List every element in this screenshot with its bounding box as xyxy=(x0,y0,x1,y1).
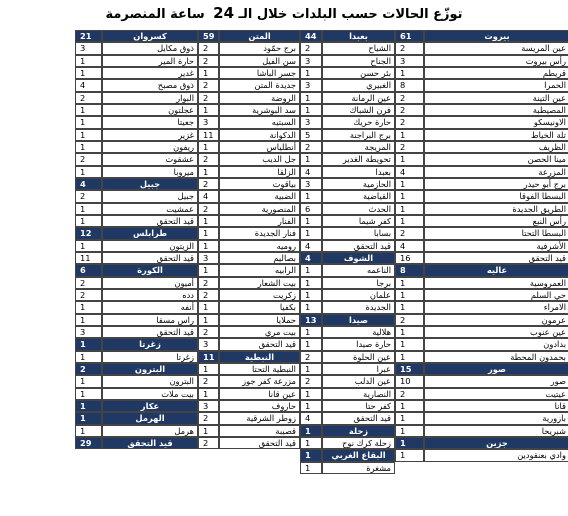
case-count: 1 xyxy=(75,375,102,387)
district-total: 59 xyxy=(198,30,219,42)
town-name: كفر شيما xyxy=(322,215,395,227)
case-count: 1 xyxy=(395,277,424,289)
case-count: 2 xyxy=(198,289,219,301)
case-count: 2 xyxy=(395,116,424,128)
town-name: قيد التحقق xyxy=(102,215,198,227)
district-total: 21 xyxy=(75,30,102,42)
town-name: الشياح xyxy=(322,42,395,54)
district-name: صيدا xyxy=(322,314,395,326)
district-total: 11 xyxy=(198,351,219,363)
case-count: 3 xyxy=(300,116,322,128)
town-name: عشقوت xyxy=(102,153,198,165)
case-count: 11 xyxy=(198,129,219,141)
case-count: 1 xyxy=(75,425,102,437)
town-name: الظريف xyxy=(424,141,568,153)
town-name: قيد التحقق xyxy=(219,338,300,350)
case-count: 1 xyxy=(300,190,322,202)
town-name: البسطا التحتا xyxy=(424,227,568,239)
case-count: 1 xyxy=(75,116,102,128)
case-count: 1 xyxy=(75,240,102,252)
town-name: بياقوت xyxy=(219,178,300,190)
town-name: الطريق الجديدة xyxy=(424,203,568,215)
town-name: مزرعة كفر جوز xyxy=(219,375,300,387)
case-count: 1 xyxy=(300,326,322,338)
case-count: 1 xyxy=(198,425,219,437)
town-name: مشغرة xyxy=(322,462,395,474)
town-name: عبرا xyxy=(322,363,395,375)
case-count: 1 xyxy=(300,437,322,449)
town-name: الزيتون xyxy=(102,240,198,252)
town-name: عرمون xyxy=(424,314,568,326)
town-name: راس مسقا xyxy=(102,314,198,326)
town-name: بئر حسن xyxy=(322,67,395,79)
title-number: 24 xyxy=(213,4,235,22)
case-count: 4 xyxy=(300,166,322,178)
town-name: حاروف xyxy=(219,400,300,412)
case-count: 2 xyxy=(198,42,219,54)
case-count: 1 xyxy=(395,301,424,313)
case-count: 1 xyxy=(395,129,424,141)
town-name: عين عنوب xyxy=(424,326,568,338)
town-name: جعيتا xyxy=(102,116,198,128)
case-count: 3 xyxy=(300,79,322,91)
case-count: 1 xyxy=(75,129,102,141)
town-name: سد البوشرية xyxy=(219,104,300,116)
town-name: المنصورية xyxy=(219,203,300,215)
case-count: 1 xyxy=(300,92,322,104)
town-name: ذوق مكايل xyxy=(102,42,198,54)
town-name: الجديدة xyxy=(322,301,395,313)
case-count: 1 xyxy=(75,166,102,178)
case-count: 3 xyxy=(75,42,102,54)
district-total: 13 xyxy=(300,314,322,326)
case-count: 5 xyxy=(300,129,322,141)
district-name: البقاع الغربي xyxy=(322,449,395,461)
district-total: 4 xyxy=(300,252,322,264)
case-count: 1 xyxy=(395,338,424,350)
case-count: 2 xyxy=(198,153,219,165)
town-name: بعبدا xyxy=(322,166,395,178)
district-total: 6 xyxy=(75,264,102,276)
district-name: البترون xyxy=(102,363,198,375)
town-name: وادي بعنقودين xyxy=(424,449,568,461)
case-count: 11 xyxy=(75,252,102,264)
town-name: بصاليم xyxy=(219,252,300,264)
town-name: روميه xyxy=(219,240,300,252)
case-count: 1 xyxy=(198,215,219,227)
town-name: بيت ملات xyxy=(102,388,198,400)
town-name: بيت مري xyxy=(219,326,300,338)
town-name: مينا الحصن xyxy=(424,153,568,165)
page-title xyxy=(0,3,568,23)
district-name: صور xyxy=(424,363,568,375)
district-name: كسروان xyxy=(102,30,198,42)
case-count: 1 xyxy=(395,203,424,215)
town-name: الجناح xyxy=(322,55,395,67)
case-count: 1 xyxy=(300,153,322,165)
town-name: زكريت xyxy=(219,289,300,301)
town-name: النصارية xyxy=(322,388,395,400)
case-count: 2 xyxy=(300,375,322,387)
district-total: 1 xyxy=(75,412,102,424)
case-count: 1 xyxy=(395,190,424,202)
case-count: 1 xyxy=(300,227,322,239)
case-count: 1 xyxy=(75,203,102,215)
town-name: بازورية xyxy=(424,412,568,424)
district-total: 4 xyxy=(75,178,102,190)
case-count: 1 xyxy=(395,215,424,227)
case-count: 1 xyxy=(300,400,322,412)
town-name: حملايا xyxy=(219,314,300,326)
town-name: جبيل xyxy=(102,190,198,202)
district-name: النبطية xyxy=(219,351,300,363)
town-name: الناعمه xyxy=(322,264,395,276)
case-count: 1 xyxy=(300,338,322,350)
town-name: أنطلياس xyxy=(219,141,300,153)
case-count: 2 xyxy=(198,178,219,190)
town-name: عين التينة xyxy=(424,92,568,104)
district-name: جبيل xyxy=(102,178,198,190)
case-count: 2 xyxy=(395,227,424,239)
town-name: الامراء xyxy=(424,301,568,313)
district-total: 61 xyxy=(395,30,424,42)
town-name: تلة الخياط xyxy=(424,129,568,141)
case-count: 4 xyxy=(300,240,322,252)
town-name: ميروبا xyxy=(102,166,198,178)
district-total: 12 xyxy=(75,227,102,239)
town-name: المصيطبة xyxy=(424,104,568,116)
town-name: برج أبو حيدر xyxy=(424,178,568,190)
district-total: 1 xyxy=(395,437,424,449)
district-name: بيروت xyxy=(424,30,568,42)
case-count: 2 xyxy=(395,104,424,116)
town-name: الأشرفية xyxy=(424,240,568,252)
case-count: 1 xyxy=(75,388,102,400)
town-name: النبطية التحتا xyxy=(219,363,300,375)
case-count: 1 xyxy=(300,462,322,474)
case-count: 1 xyxy=(395,400,424,412)
case-count: 2 xyxy=(300,351,322,363)
case-count: 2 xyxy=(395,92,424,104)
town-name: جديدة المتن xyxy=(219,79,300,91)
case-count: 1 xyxy=(395,178,424,190)
case-count: 2 xyxy=(198,326,219,338)
district-name: الشوف xyxy=(322,252,395,264)
case-count: 1 xyxy=(198,301,219,313)
case-count: 2 xyxy=(75,190,102,202)
town-name: عمشيت xyxy=(102,203,198,215)
town-name: عين الرمانة xyxy=(322,92,395,104)
case-count: 2 xyxy=(198,203,219,215)
town-name: قيد التحقق xyxy=(322,240,395,252)
case-count: 16 xyxy=(395,252,424,264)
case-count: 1 xyxy=(300,104,322,116)
case-count: 4 xyxy=(198,190,219,202)
case-count: 4 xyxy=(395,240,424,252)
case-count: 3 xyxy=(75,326,102,338)
town-name: كفر حتا xyxy=(322,400,395,412)
town-name: زوطر الشرقية xyxy=(219,412,300,424)
district-name: الكورة xyxy=(102,264,198,276)
district-name: زغرتا xyxy=(102,338,198,350)
town-name: ذوق مصبح xyxy=(102,79,198,91)
case-count: 1 xyxy=(198,240,219,252)
case-count: 1 xyxy=(198,264,219,276)
case-count: 1 xyxy=(300,289,322,301)
case-count: 1 xyxy=(198,388,219,400)
town-name: صور xyxy=(424,375,568,387)
case-count: 1 xyxy=(300,388,322,400)
case-count: 3 xyxy=(198,338,219,350)
town-name: بيت الشعار xyxy=(219,277,300,289)
town-name: الحازمية xyxy=(322,178,395,190)
case-count: 4 xyxy=(300,412,322,424)
town-name: عين قانا xyxy=(219,388,300,400)
town-name: برجا xyxy=(322,277,395,289)
case-count: 1 xyxy=(198,141,219,153)
town-name: البسطا الفوقا xyxy=(424,190,568,202)
district-name: عكار xyxy=(102,400,198,412)
district-total: 2 xyxy=(75,363,102,375)
town-name: البترون xyxy=(102,375,198,387)
town-name: قيد التحقق xyxy=(102,252,198,264)
town-name: قيد التحقق xyxy=(322,412,395,424)
town-name: عجلتون xyxy=(102,104,198,116)
case-count: 2 xyxy=(198,412,219,424)
case-count: 1 xyxy=(198,104,219,116)
district-name: زحلة xyxy=(322,425,395,437)
case-count: 2 xyxy=(75,289,102,301)
case-count: 2 xyxy=(198,375,219,387)
case-count: 1 xyxy=(395,351,424,363)
title-prefix: توزّع الحالات حسب البلدات خلال الـ xyxy=(238,7,463,22)
district-total: 1 xyxy=(300,425,322,437)
case-count: 2 xyxy=(395,141,424,153)
town-name: الروضة xyxy=(219,92,300,104)
town-name: قيد التحقق xyxy=(102,326,198,338)
case-count: 2 xyxy=(75,92,102,104)
district-name: بعبدا xyxy=(322,30,395,42)
case-count: 4 xyxy=(75,79,102,91)
case-count: 1 xyxy=(198,314,219,326)
town-name: أميون xyxy=(102,277,198,289)
district-total: 1 xyxy=(300,449,322,461)
town-name: شبريحا xyxy=(424,425,568,437)
town-name: المزرعة xyxy=(424,166,568,178)
case-count: 1 xyxy=(75,314,102,326)
case-count: 1 xyxy=(198,166,219,178)
case-count: 1 xyxy=(395,289,424,301)
district-name: الهرمل xyxy=(102,412,198,424)
town-name: جسر الباشا xyxy=(219,67,300,79)
town-name: السبتيه xyxy=(219,116,300,128)
town-name: دده xyxy=(102,289,198,301)
town-name: الفنار xyxy=(219,215,300,227)
town-name: غزير xyxy=(102,129,198,141)
case-count: 1 xyxy=(198,67,219,79)
case-count: 3 xyxy=(300,178,322,190)
town-name: القياضية xyxy=(322,190,395,202)
town-name: هرمل xyxy=(102,425,198,437)
town-name: برج حمّود xyxy=(219,42,300,54)
town-name: حارة حريك xyxy=(322,116,395,128)
town-name: العمروسية xyxy=(424,277,568,289)
case-count: 1 xyxy=(395,425,424,437)
case-count: 1 xyxy=(395,449,424,461)
town-name: المريجة xyxy=(322,141,395,153)
case-count: 1 xyxy=(75,104,102,116)
town-name: رأس النبع xyxy=(424,215,568,227)
case-count: 1 xyxy=(75,351,102,363)
town-name: قانا xyxy=(424,400,568,412)
title-suffix: ساعة المنصرمة xyxy=(105,7,205,22)
case-count: 8 xyxy=(395,79,424,91)
case-count: 1 xyxy=(395,67,424,79)
case-count: 1 xyxy=(75,67,102,79)
town-name: حي السلم xyxy=(424,289,568,301)
case-count: 2 xyxy=(198,437,219,449)
town-name: رأس بيروت xyxy=(424,55,568,67)
case-count: 2 xyxy=(395,314,424,326)
town-name: عين الدلب xyxy=(322,375,395,387)
district-total: 15 xyxy=(395,363,424,375)
case-count: 2 xyxy=(75,277,102,289)
town-name: الزلقا xyxy=(219,166,300,178)
town-name: زغرتا xyxy=(102,351,198,363)
case-count: 1 xyxy=(75,55,102,67)
town-name: قيد التحقق xyxy=(219,437,300,449)
town-name: بدادون xyxy=(424,338,568,350)
town-name: بكفيا xyxy=(219,301,300,313)
district-total: 1 xyxy=(75,338,102,350)
case-count: 2 xyxy=(75,153,102,165)
case-count: 1 xyxy=(75,301,102,313)
district-total: 44 xyxy=(300,30,322,42)
town-name: هلالية xyxy=(322,326,395,338)
case-count: 6 xyxy=(300,203,322,215)
town-name: بسابا xyxy=(322,227,395,239)
case-count: 2 xyxy=(198,79,219,91)
town-name: الاونيسكو xyxy=(424,116,568,128)
case-count: 2 xyxy=(198,55,219,67)
district-name: قيد التحقق xyxy=(102,437,198,449)
case-count: 2 xyxy=(300,141,322,153)
town-name: عين الحلوة xyxy=(322,351,395,363)
district-name: عاليه xyxy=(424,264,568,276)
town-name: أنفه xyxy=(102,301,198,313)
district-name: طرابلس xyxy=(102,227,198,239)
case-count: 1 xyxy=(300,301,322,313)
district-total: 29 xyxy=(75,437,102,449)
town-name: فنار الجديدة xyxy=(219,227,300,239)
case-count: 1 xyxy=(300,363,322,375)
case-count: 3 xyxy=(198,400,219,412)
town-name: برج البراجنة xyxy=(322,129,395,141)
town-name: الحدث xyxy=(322,203,395,215)
case-count: 3 xyxy=(395,55,424,67)
case-count: 1 xyxy=(300,215,322,227)
case-count: 3 xyxy=(300,55,322,67)
case-count: 2 xyxy=(198,277,219,289)
case-count: 1 xyxy=(300,277,322,289)
town-name: عيتيت xyxy=(424,388,568,400)
case-count: 1 xyxy=(395,412,424,424)
town-name: قصيبة xyxy=(219,425,300,437)
case-count: 3 xyxy=(198,252,219,264)
town-name: عين المريسة xyxy=(424,42,568,54)
case-count: 1 xyxy=(75,215,102,227)
case-count: 4 xyxy=(395,166,424,178)
case-count: 1 xyxy=(198,227,219,239)
district-total: 1 xyxy=(75,400,102,412)
town-name: سن الفيل xyxy=(219,55,300,67)
district-name: المتن xyxy=(219,30,300,42)
case-count: 10 xyxy=(395,375,424,387)
case-count: 3 xyxy=(198,116,219,128)
town-name: حارة صيدا xyxy=(322,338,395,350)
case-count: 1 xyxy=(300,264,322,276)
town-name: جل الديب xyxy=(219,153,300,165)
town-name: علمان xyxy=(322,289,395,301)
town-name: قيد التحقق xyxy=(424,252,568,264)
district-total: 8 xyxy=(395,264,424,276)
town-name: الرابيه xyxy=(219,264,300,276)
town-name: البوار xyxy=(102,92,198,104)
town-name: فرن الشباك xyxy=(322,104,395,116)
town-name: تحويطة الغدير xyxy=(322,153,395,165)
town-name: الغبيري xyxy=(322,79,395,91)
town-name: زحلة كرك نوح xyxy=(322,437,395,449)
case-count: 2 xyxy=(198,92,219,104)
town-name: قريطم xyxy=(424,67,568,79)
case-count: 1 xyxy=(300,67,322,79)
case-count: 1 xyxy=(75,141,102,153)
case-count: 1 xyxy=(395,153,424,165)
case-count: 2 xyxy=(395,388,424,400)
case-count: 1 xyxy=(198,363,219,375)
town-name: ريفون xyxy=(102,141,198,153)
town-name: الدكوانة xyxy=(219,129,300,141)
case-count: 2 xyxy=(395,42,424,54)
town-name: غدير xyxy=(102,67,198,79)
district-name: جزين xyxy=(424,437,568,449)
case-count: 2 xyxy=(300,42,322,54)
town-name: بحمدون المحطة xyxy=(424,351,568,363)
town-name: الحمرا xyxy=(424,79,568,91)
town-name: حارة المير xyxy=(102,55,198,67)
town-name: الضبية xyxy=(219,190,300,202)
case-count: 1 xyxy=(395,326,424,338)
